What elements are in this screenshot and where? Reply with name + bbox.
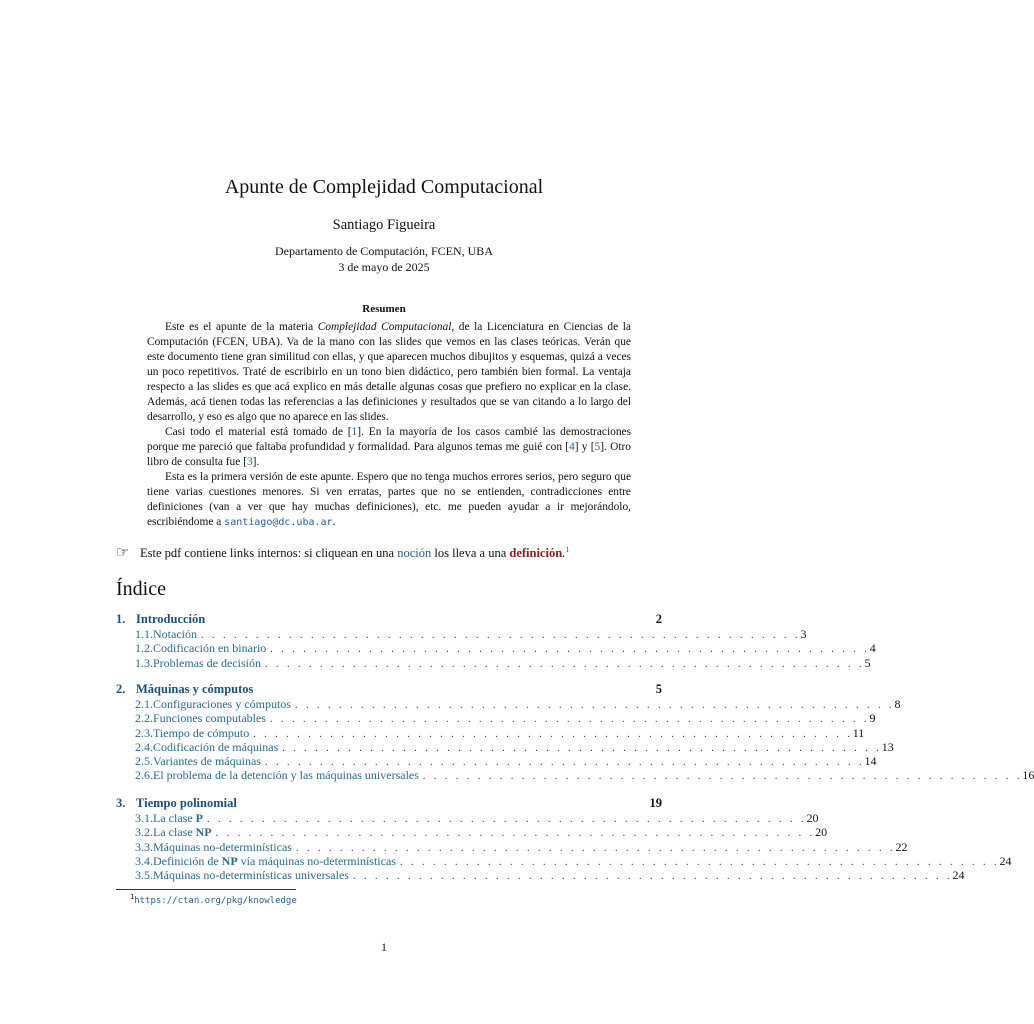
toc-section-3 <box>116 796 1012 883</box>
toc-subsection-entry[interactable]: 2.3. Tiempo de cómputo . . . . . . . . . . . . . . . . . . . . . . . . . . . . . . . . . . . . . . . . . . . . . . . . . . . . . . . 11 <box>135 725 865 740</box>
citation-link[interactable]: 5 <box>594 441 601 453</box>
toc-subsection-entry[interactable]: 2.2. Funciones computables . . . . . . . . . . . . . . . . . . . . . . . . . . . . . . . . . . . . . . . . . . . . . . . . . . . . . . . 9 <box>135 711 876 726</box>
footnote-mark[interactable]: 1 <box>565 544 570 554</box>
page-number: 1 <box>381 940 387 954</box>
toc-section-entry[interactable]: 1. Introducción 2 <box>116 612 662 626</box>
toc-section-1 <box>116 612 876 670</box>
toc-subsection-entry[interactable]: 1.3. Problemas de decisión . . . . . . . . . . . . . . . . . . . . . . . . . . . . . . . . . . . . . . . . . . . . . . . . . . . . . . . 5 <box>135 655 871 670</box>
toc-subsection-entry[interactable]: 2.5. Variantes de máquinas . . . . . . . . . . . . . . . . . . . . . . . . . . . . . . . . . . . . . . . . . . . . . . . . . . . . . . . 14 <box>135 754 877 769</box>
toc-section-entry[interactable]: 2. Máquinas y cómputos 5 <box>116 682 662 696</box>
toc-title: Índice <box>116 578 166 600</box>
document-title: Apunte de Complejidad Computacional <box>224 176 544 198</box>
toc-section-entry[interactable]: 3. Tiempo polinomial 19 <box>116 796 662 810</box>
abstract-paragraph-1: Este es el apunte de la materia Complejidad Computacional, de la Licenciatura en Ciencias de la Computación (FCEN, UBA). Va de la mano con las slides que vemos en las clases teóricas. Verán que este documento tiene gran similitud con ellas, y que aparecen muchos dibujitos y esquemas, quizá a veces un poco repetitivos. Traté de escribirlo en un tono bien didáctico, pero también bien formal. La ventaja respecto a las slides es que acá explico en más detalle algunas cosas que prefiero no explicar en la clase. Además, acá tienen todas las referencias a las definiciones y resultados que se van citando a lo largo del desarrollo, y eso es algo que no aparece en las slides. <box>147 321 631 423</box>
toc-subsection-entry[interactable]: 2.4. Codificación de máquinas . . . . . . . . . . . . . . . . . . . . . . . . . . . . . . . . . . . . . . . . . . . . . . . . . . . . . . . 13 <box>135 739 894 754</box>
toc-section-2 <box>116 682 1034 783</box>
abstract-heading: Resumen <box>362 303 406 315</box>
footnote-rule <box>116 889 296 890</box>
toc-subsection-entry[interactable]: 3.4. Definición de NP vía máquinas no-determinísticas . . . . . . . . . . . . . . . . . . . . . . . . . . . . . . . . . . . . . . . . . . . . . . . . . . . . . . . 24 <box>135 853 1012 868</box>
citation-link[interactable]: 4 <box>569 441 575 453</box>
toc-subsection-entry[interactable]: 3.1. La clase P . . . . . . . . . . . . . . . . . . . . . . . . . . . . . . . . . . . . . . . . . . . . . . . . . . . . . . . 20 <box>135 811 819 825</box>
pointing-hand-icon: ☞ <box>116 543 130 561</box>
toc-subsection-entry[interactable]: 2.6. El problema de la detención y las máquinas universales . . . . . . . . . . . . . . . . . . . . . . . . . . . . . . . . . . . . . . . . . . . . . . . . . . . . . . . 16 <box>135 768 1034 783</box>
citation-link[interactable]: 1 <box>351 426 358 438</box>
toc-subsection-entry[interactable]: 3.3. Máquinas no-determinísticas . . . . . . . . . . . . . . . . . . . . . . . . . . . . . . . . . . . . . . . . . . . . . . . . . . . . . . . 22 <box>135 839 908 854</box>
footnote-url-link[interactable]: https://ctan.org/pkg/knowledge <box>134 896 297 906</box>
toc-subsection-entry[interactable]: 3.5. Máquinas no-determinísticas universales . . . . . . . . . . . . . . . . . . . . . . . . . . . . . . . . . . . . . . . . . . . . . . . . . . . . . . . 24 <box>135 868 965 883</box>
email-link[interactable]: santiago@dc.uba.ar <box>224 517 333 528</box>
footnote: $^1$https://ctan.org/pkg/knowledge <box>130 893 297 906</box>
author: Santiago Figueira <box>332 217 436 233</box>
date: 3 de mayo de 2025 <box>338 260 430 274</box>
toc-subsection-entry[interactable]: 1.2. Codificación en binario . . . . . . . . . . . . . . . . . . . . . . . . . . . . . . . . . . . . . . . . . . . . . . . . . . . . . . . 4 <box>135 641 876 656</box>
citation-link[interactable]: 3 <box>246 456 253 468</box>
definition-link[interactable]: definición <box>509 546 563 560</box>
toc-subsection-entry[interactable]: 2.1. Configuraciones y cómputos . . . . . . . . . . . . . . . . . . . . . . . . . . . . . . . . . . . . . . . . . . . . . . . . . . . . . . . 8 <box>135 697 901 711</box>
abstract-paragraph-2: Casi todo el material está tomado de [1]. En la mayoría de los casos cambié las demostraciones porque me pareció que faltaba profundidad y formalidad. Para algunos temas me guié con [4] y [5]. Otro libro de consulta fue [3]. <box>147 426 632 468</box>
links-note: ☞ Este pdf contiene links internos: si cliquean en una noción los lleva a una definición.$^1$ <box>116 543 570 561</box>
affiliation: Departamento de Computación, FCEN, UBA <box>275 244 493 258</box>
notion-link[interactable]: noción <box>397 546 432 560</box>
toc-subsection-entry[interactable]: 1.1. Notación . . . . . . . . . . . . . . . . . . . . . . . . . . . . . . . . . . . . . . . . . . . . . . . . . . . . . . . 3 <box>135 627 807 641</box>
toc-subsection-entry[interactable]: 3.2. La clase NP . . . . . . . . . . . . . . . . . . . . . . . . . . . . . . . . . . . . . . . . . . . . . . . . . . . . . . . 20 <box>135 825 828 840</box>
abstract <box>147 320 631 530</box>
abstract-paragraph-3: Esta es la primera versión de este apunte. Espero que no tenga muchos errores serios, pero seguro que tiene varias cuestiones menores. Si ven erratas, partes que no se entienden, contradicciones entre definiciones (van a ver que hay muchas definiciones), etc. me pueden ayudar a ir mejorándolo, escribiéndome a santiago@dc.uba.ar. <box>147 471 631 528</box>
